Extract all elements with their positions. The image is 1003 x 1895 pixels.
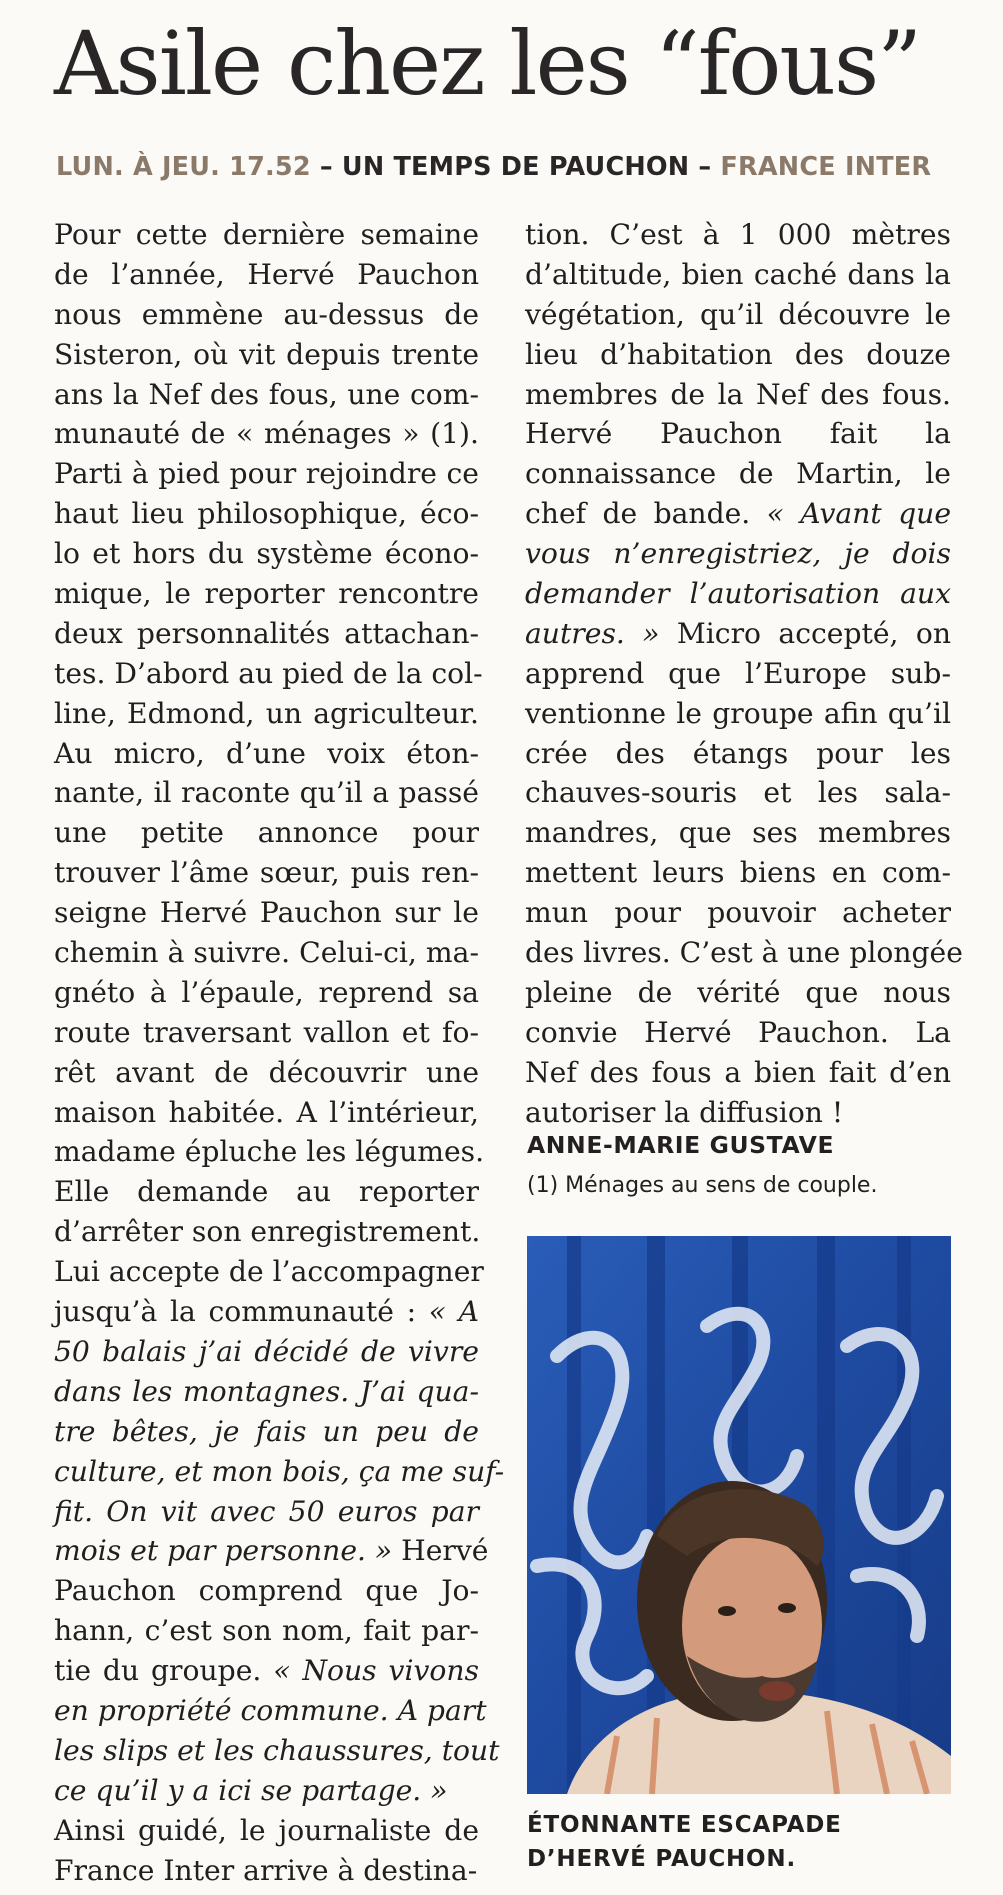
text-line bbox=[54, 574, 479, 614]
body-text: madame épluche les légumes. bbox=[54, 1135, 485, 1169]
body-text: mique, le reporter rencontre bbox=[54, 577, 479, 611]
rubric-separator: – bbox=[310, 152, 342, 182]
body-text: mettent leurs biens en com- bbox=[525, 856, 951, 890]
text-line bbox=[54, 1452, 505, 1492]
text-line bbox=[525, 933, 963, 973]
text-line bbox=[54, 1053, 479, 1093]
body-text: gnéto à l’épaule, reprend sa bbox=[54, 975, 479, 1009]
body-text: Pour cette dernière semaine bbox=[54, 218, 479, 251]
text-line bbox=[54, 295, 479, 335]
quote-text: demander l’autorisation aux bbox=[525, 577, 951, 611]
article-photo bbox=[527, 1236, 951, 1794]
body-text: Lui accepte de l’accompagner bbox=[54, 1255, 484, 1289]
body-text: maison habitée. A l’intérieur, bbox=[54, 1095, 479, 1129]
body-text: trouver l’âme sœur, puis ren- bbox=[54, 856, 479, 890]
text-line bbox=[525, 813, 951, 853]
photo-caption bbox=[527, 1808, 842, 1876]
body-text: autoriser la diffusion ! bbox=[525, 1095, 844, 1129]
headline: Asile chez les “fous” bbox=[54, 12, 921, 115]
quote-text: ce qu’il y a ici se partage. » bbox=[54, 1773, 448, 1807]
text-line bbox=[54, 1571, 479, 1611]
quote-text: tre bêtes, je fais un peu de bbox=[54, 1414, 479, 1448]
text-line bbox=[54, 1851, 479, 1891]
text-line bbox=[54, 454, 479, 494]
quote-text: mois et par personne. » bbox=[54, 1534, 393, 1568]
text-line bbox=[54, 893, 479, 933]
quote-text: 50 balais j’ai décidé de vivre bbox=[54, 1334, 479, 1368]
body-text: Nef des fous a bien fait d’en bbox=[525, 1055, 951, 1089]
text-line bbox=[54, 694, 479, 734]
body-text: pleine de vérité que nous bbox=[525, 975, 951, 1009]
body-text: jusqu’à la communauté : bbox=[54, 1295, 417, 1329]
text-line bbox=[54, 1531, 489, 1571]
body-text: d’altitude, bien caché dans la bbox=[525, 257, 951, 291]
body-text: munauté de « ménages » (1). bbox=[54, 417, 479, 451]
text-line bbox=[525, 973, 951, 1013]
text-line bbox=[54, 813, 479, 853]
text-line bbox=[525, 1053, 951, 1093]
text-line bbox=[54, 1332, 479, 1372]
text-line bbox=[525, 654, 951, 694]
text-line bbox=[525, 375, 951, 415]
text-line bbox=[54, 375, 479, 415]
article-column-2 bbox=[525, 215, 963, 1132]
text-line bbox=[54, 1212, 479, 1252]
body-text: haut lieu philosophique, éco- bbox=[54, 497, 479, 531]
text-line bbox=[525, 893, 951, 933]
text-line bbox=[525, 734, 951, 774]
text-line bbox=[54, 773, 479, 813]
quote-text: les slips et les chaussures, tout bbox=[54, 1733, 500, 1767]
text-line bbox=[54, 1093, 479, 1133]
body-text: chef de bande. bbox=[525, 497, 751, 531]
text-line bbox=[54, 255, 479, 295]
text-line bbox=[54, 534, 479, 574]
station-name: FRANCE INTER bbox=[720, 152, 932, 182]
body-text: connaissance de Martin, le bbox=[525, 457, 951, 491]
body-text: ans la Nef des fous, une com- bbox=[54, 377, 479, 411]
schedule: LUN. À JEU. 17.52 bbox=[56, 152, 311, 182]
quote-text: fit. On vit avec 50 euros par bbox=[54, 1494, 479, 1528]
quote-text: autres. » bbox=[525, 616, 660, 650]
body-text: Sisteron, où vit depuis trente bbox=[54, 337, 479, 371]
text-line bbox=[525, 335, 951, 375]
text-line bbox=[54, 654, 483, 694]
text-line bbox=[525, 494, 951, 534]
body-text: Hervé Pauchon fait la bbox=[525, 417, 951, 451]
body-text: mun pour pouvoir acheter bbox=[525, 896, 951, 930]
text-line bbox=[525, 853, 951, 893]
body-text: tion. C’est à 1 000 mètres bbox=[525, 218, 951, 251]
body-text: tes. D’abord au pied de la col- bbox=[54, 656, 483, 690]
quote-text: « Nous vivons bbox=[261, 1654, 479, 1688]
body-text: Hervé bbox=[392, 1534, 489, 1568]
text-line bbox=[54, 614, 479, 654]
quote-text: vous n’enregistriez, je dois bbox=[525, 537, 951, 571]
text-line bbox=[54, 853, 479, 893]
program-name: UN TEMPS DE PAUCHON bbox=[341, 152, 690, 182]
text-line bbox=[54, 1492, 479, 1532]
body-text: ventionne le groupe afin qu’il bbox=[525, 696, 951, 730]
body-text: Pauchon comprend que Jo- bbox=[54, 1574, 479, 1608]
body-text: deux personnalités attachan- bbox=[54, 616, 479, 650]
body-text: de l’année, Hervé Pauchon bbox=[54, 257, 479, 291]
text-line bbox=[54, 1651, 479, 1691]
text-line bbox=[525, 295, 951, 335]
quote-text: dans les montagnes. J’ai qua- bbox=[54, 1374, 479, 1408]
body-text: nante, il raconte qu’il a passé bbox=[54, 776, 479, 810]
text-line bbox=[54, 1132, 485, 1172]
text-line bbox=[54, 494, 479, 534]
quote-text: « Avant que bbox=[750, 497, 951, 531]
quote-text: « A bbox=[416, 1295, 479, 1329]
body-text: crée des étangs pour les bbox=[525, 736, 951, 770]
body-text: route traversant vallon et fo- bbox=[54, 1015, 479, 1049]
text-line bbox=[525, 414, 951, 454]
body-text: mandres, que ses membres bbox=[525, 816, 951, 850]
text-line bbox=[54, 1013, 479, 1053]
text-line bbox=[54, 973, 479, 1013]
text-line bbox=[54, 1611, 479, 1651]
body-text: des livres. C’est à une plongée bbox=[525, 936, 963, 970]
text-line bbox=[525, 454, 951, 494]
text-line bbox=[54, 414, 479, 454]
body-text: nous emmène au-dessus de bbox=[54, 297, 479, 331]
body-text: Au micro, d’une voix éton- bbox=[54, 736, 479, 770]
body-text: une petite annonce pour bbox=[54, 816, 479, 850]
body-text: végétation, qu’il découvre le bbox=[525, 297, 951, 331]
body-text: chauves-souris et les sala- bbox=[525, 776, 951, 810]
text-line bbox=[54, 933, 479, 973]
body-text: membres de la Nef des fous. bbox=[525, 377, 951, 411]
body-text: convie Hervé Pauchon. La bbox=[525, 1015, 951, 1049]
text-line bbox=[525, 255, 951, 295]
text-line bbox=[525, 215, 951, 255]
text-line bbox=[54, 1811, 479, 1851]
body-text: Ainsi guidé, le journaliste de bbox=[54, 1813, 479, 1847]
text-line bbox=[54, 1252, 484, 1292]
quote-text: culture, et mon bois, ça me suf- bbox=[54, 1454, 505, 1488]
text-line bbox=[525, 1093, 951, 1133]
body-text: chemin à suivre. Celui-ci, ma- bbox=[54, 936, 479, 970]
text-line bbox=[54, 734, 479, 774]
body-text: rêt avant de découvrir une bbox=[54, 1055, 479, 1089]
footnote: (1) Ménages au sens de couple. bbox=[527, 1173, 878, 1198]
body-text: lieu d’habitation des douze bbox=[525, 337, 951, 371]
body-text: Micro accepté, on bbox=[659, 616, 952, 650]
body-text: Elle demande au reporter bbox=[54, 1175, 479, 1209]
body-text: hann, c’est son nom, fait par- bbox=[54, 1614, 479, 1648]
body-text: France Inter arrive à destina- bbox=[54, 1853, 478, 1887]
body-text: tie du groupe. bbox=[54, 1654, 262, 1688]
body-text: lo et hors du système écono- bbox=[54, 537, 479, 571]
text-line bbox=[525, 773, 951, 813]
body-text: d’arrêter son enregistrement. bbox=[54, 1215, 481, 1249]
body-text: Parti à pied pour rejoindre ce bbox=[54, 457, 479, 491]
text-line bbox=[525, 574, 951, 614]
text-line bbox=[54, 335, 479, 375]
rubric-separator: – bbox=[689, 152, 721, 182]
text-line bbox=[54, 1691, 487, 1731]
text-line bbox=[54, 215, 479, 255]
body-text: seigne Hervé Pauchon sur le bbox=[54, 896, 479, 930]
text-line bbox=[525, 534, 951, 574]
text-line bbox=[525, 614, 951, 654]
body-text: apprend que l’Europe sub- bbox=[525, 656, 951, 690]
text-line bbox=[525, 1013, 951, 1053]
program-rubric bbox=[56, 150, 976, 184]
text-line bbox=[54, 1292, 479, 1332]
text-line bbox=[54, 1412, 479, 1452]
caption-line: D’HERVÉ PAUCHON. bbox=[527, 1846, 797, 1872]
author-signature: ANNE-MARIE GUSTAVE bbox=[527, 1131, 835, 1159]
quote-text: en propriété commune. A part bbox=[54, 1693, 487, 1727]
body-text: line, Edmond, un agriculteur. bbox=[54, 696, 479, 730]
text-line bbox=[54, 1172, 479, 1212]
text-line bbox=[54, 1771, 479, 1811]
caption-line: ÉTONNANTE ESCAPADE bbox=[527, 1812, 842, 1838]
text-line bbox=[525, 694, 951, 734]
article-column-1 bbox=[54, 215, 505, 1890]
text-line bbox=[54, 1372, 479, 1412]
text-line bbox=[54, 1731, 500, 1771]
